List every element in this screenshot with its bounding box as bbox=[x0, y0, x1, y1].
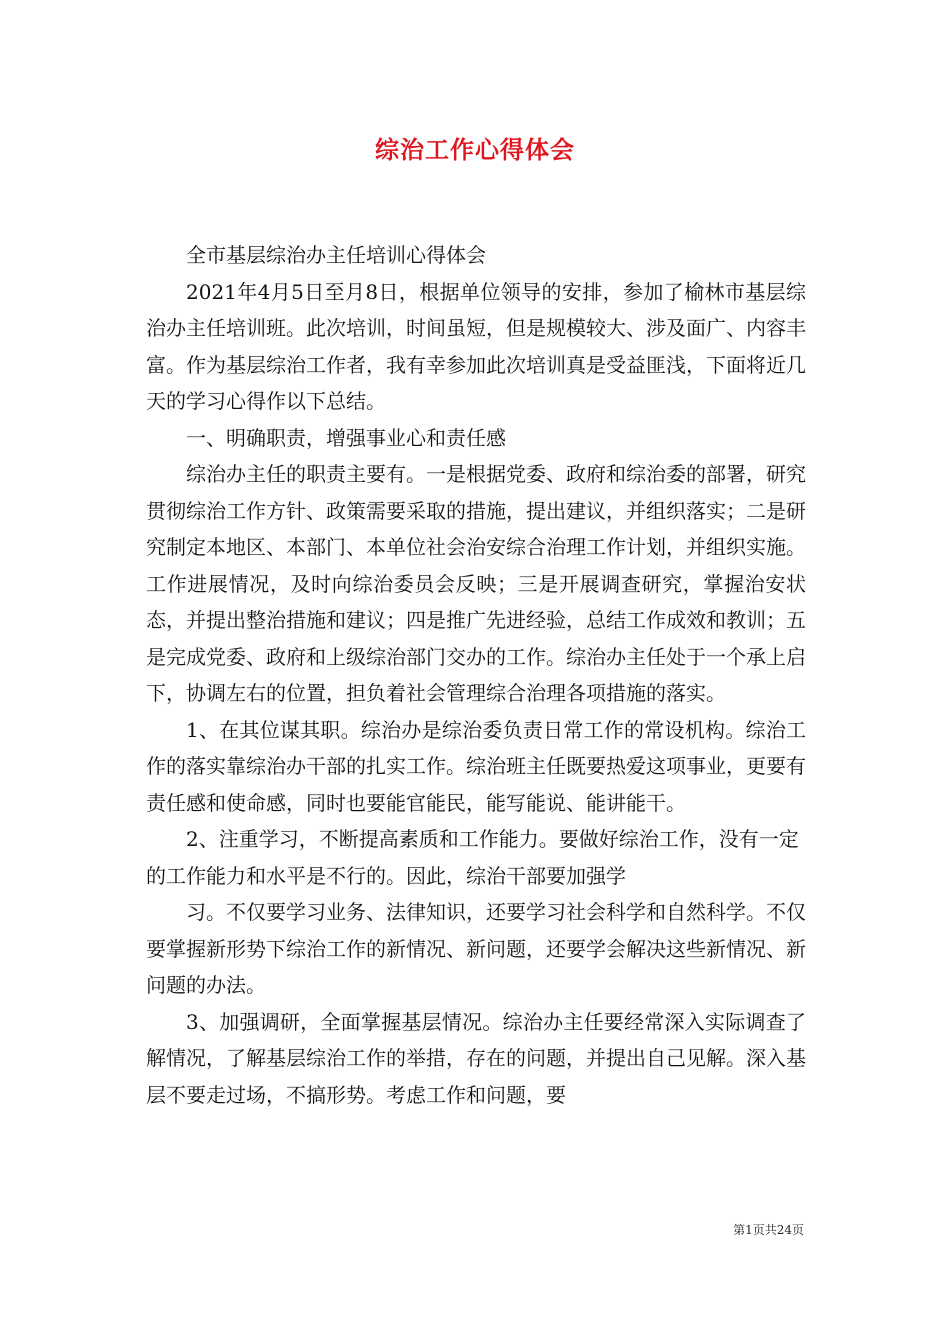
paragraph-item-2: 2、注重学习，不断提高素质和工作能力。要做好综治工作，没有一定的工作能力和水平是不行的。因此，综治干部要加强学 bbox=[146, 827, 799, 888]
paragraph-item-1: 1、在其位谋其职。综治办是综治委负责日常工作的常设机构。综治工作的落实靠综治办干部的扎实工作。综治班主任既要热爱这项事业，更要有责任感和使命感，同时也要能官能民，能写能说、能讲能干。 bbox=[146, 717, 806, 815]
document-title: 综治工作心得体会 bbox=[375, 135, 575, 164]
paragraph-item-2-cont: 习。不仅要学习业务、法律知识，还要学习社会科学和自然科学。不仅要掌握新形势下综治工作的新情况、新问题，还要学会解决这些新情况、新问题的办法。 bbox=[146, 900, 806, 997]
paragraph-intro: 2021年4月5日至月8日，根据单位领导的安排，参加了榆林市基层综治办主任培训班。此次培训，时间虽短，但是规模较大、涉及面广、内容丰富。作为基层综治工作者，我有幸参加此次培训真是受益匪浅，下面将近几天的学习心得作以下总结。 bbox=[146, 279, 806, 413]
document-body bbox=[146, 237, 806, 1113]
paragraph-heading-1: 一、明确职责，增强事业心和责任感 bbox=[186, 425, 506, 450]
page-number: 第1页共24页 bbox=[733, 1223, 804, 1237]
paragraph-subtitle: 全市基层综治办主任培训心得体会 bbox=[186, 243, 486, 267]
paragraph-duties: 综治办主任的职责主要有。一是根据党委、政府和综治委的部署，研究贯彻综治工作方针、政策需要采取的措施，提出建议，并组织落实；二是研究制定本地区、本部门、本单位社会治安综合治理工作计划，并组织实施。工作进展情况，及时向综治委员会反映；三是开展调查研究，掌握治安状态，并提出整治措施和建议；四是推广先进经验，总结工作成效和教训；五是完成党委、政府和上级综治部门交办的工作。综治办主任处于一个承上启下，协调左右的位置，担负着社会管理综合治理各项措施的落实。 bbox=[146, 462, 806, 705]
paragraph-item-3: 3、加强调研，全面掌握基层情况。综治办主任要经常深入实际调查了解情况，了解基层综治工作的举措，存在的问题，并提出自己见解。深入基层不要走过场，不搞形势。考虑工作和问题，要 bbox=[146, 1009, 806, 1107]
